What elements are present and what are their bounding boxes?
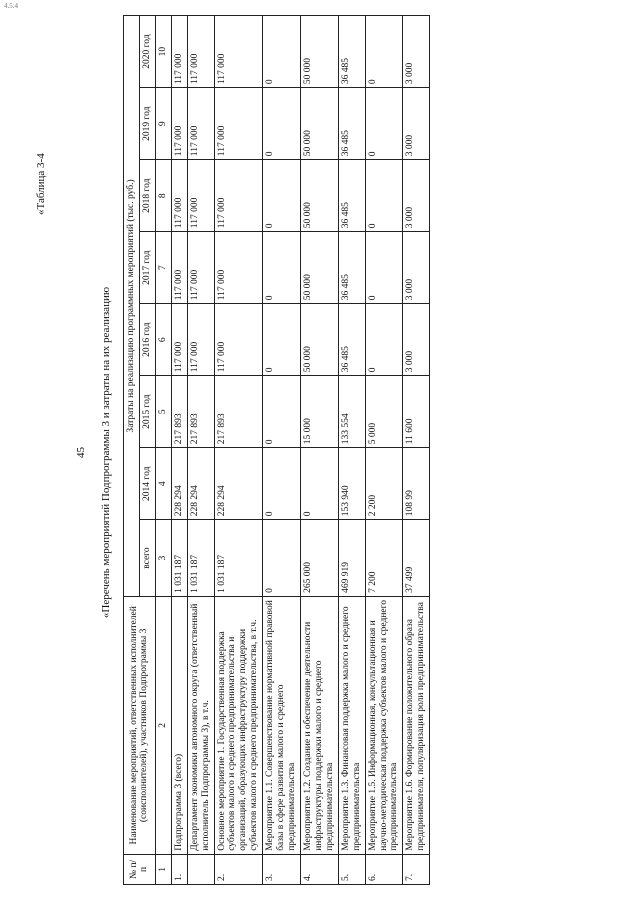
- header-total: всего: [139, 520, 155, 597]
- row-total-value: 1 031 187: [187, 520, 214, 597]
- row-year-value: 117 000: [171, 16, 187, 88]
- row-year-value: 0: [300, 448, 338, 520]
- row-number: 7.: [403, 854, 430, 884]
- row-year-value: 0: [263, 448, 301, 520]
- header-year: 2018 год: [139, 160, 155, 232]
- table-row: [171, 16, 187, 885]
- measures-table: [123, 15, 430, 885]
- row-year-value: 217 893: [214, 376, 263, 448]
- table-row: [300, 16, 338, 885]
- column-index: 1: [155, 854, 171, 884]
- row-year-value: 36 485: [338, 160, 365, 232]
- row-year-value: 0: [365, 304, 403, 376]
- column-index: 4: [155, 448, 171, 520]
- row-year-value: 3 000: [403, 304, 430, 376]
- row-number: [187, 854, 214, 884]
- row-year-value: 15 000: [300, 376, 338, 448]
- page-number: 45: [75, 447, 87, 458]
- row-name: Подпрограмма 3 (всего): [171, 596, 187, 854]
- row-name: Основное мероприятие 1. Государственная поддержка субъектов малого и среднего предпринимательства и организаций, образующих инфраструктуру поддержки субъектов малого и среднего предпринимательства, в т.ч.: [214, 596, 263, 854]
- row-year-value: 0: [365, 88, 403, 160]
- row-year-value: 0: [365, 160, 403, 232]
- row-name: Мероприятие 1.3. Финансовая поддержка малого и среднего предпринимательства: [338, 596, 365, 854]
- table-row: [263, 16, 301, 885]
- row-total-value: 265 000: [300, 520, 338, 597]
- column-index: 3: [155, 520, 171, 597]
- row-year-value: 117 000: [171, 88, 187, 160]
- row-total-value: 1 031 187: [214, 520, 263, 597]
- row-year-value: 153 940: [338, 448, 365, 520]
- row-year-value: 117 000: [187, 160, 214, 232]
- row-number: 6.: [365, 854, 403, 884]
- header-expenses: Затраты на реализацию программных мероприятий (тыс. руб.): [124, 16, 140, 597]
- row-total-value: 1 031 187: [171, 520, 187, 597]
- row-year-value: 36 485: [338, 16, 365, 88]
- row-year-value: 50 000: [300, 16, 338, 88]
- row-year-value: 36 485: [338, 88, 365, 160]
- row-year-value: 0: [263, 160, 301, 232]
- row-number: 5.: [338, 854, 365, 884]
- row-year-value: 117 000: [187, 232, 214, 304]
- row-year-value: 117 000: [214, 304, 263, 376]
- row-year-value: 0: [263, 304, 301, 376]
- row-year-value: 11 600: [403, 376, 430, 448]
- row-number: 2.: [214, 854, 263, 884]
- row-year-value: 228 294: [171, 448, 187, 520]
- row-year-value: 117 000: [187, 304, 214, 376]
- row-year-value: 0: [263, 88, 301, 160]
- row-year-value: 0: [263, 232, 301, 304]
- row-year-value: 117 000: [214, 160, 263, 232]
- row-year-value: 117 000: [171, 304, 187, 376]
- row-year-value: 3 000: [403, 16, 430, 88]
- row-year-value: 117 000: [171, 160, 187, 232]
- row-number: 1.: [171, 854, 187, 884]
- row-name: Мероприятие 1.1. Совершенствование нормативной правовой базы в сфере развития малого и среднего предпринимательства: [263, 596, 301, 854]
- corner-mark: 4.5.4: [4, 2, 18, 10]
- row-year-value: 217 893: [171, 376, 187, 448]
- row-name: Мероприятие 1.5. Информационная, консультационная и научно-методическая поддержка субъектов малого и среднего предпринимательства: [365, 596, 403, 854]
- row-year-value: 50 000: [300, 160, 338, 232]
- column-index: 6: [155, 304, 171, 376]
- row-year-value: 50 000: [300, 304, 338, 376]
- header-year: 2014 год: [139, 448, 155, 520]
- row-year-value: 3 000: [403, 160, 430, 232]
- row-year-value: 36 485: [338, 304, 365, 376]
- table-row: [214, 16, 263, 885]
- header-year: 2016 год: [139, 304, 155, 376]
- row-year-value: 2 200: [365, 448, 403, 520]
- row-total-value: 469 919: [338, 520, 365, 597]
- table-row: [403, 16, 430, 885]
- row-year-value: 117 000: [187, 16, 214, 88]
- row-year-value: 3 000: [403, 88, 430, 160]
- row-year-value: 228 294: [187, 448, 214, 520]
- row-year-value: 117 000: [214, 232, 263, 304]
- header-year: 2020 год: [139, 16, 155, 88]
- header-year: 2017 год: [139, 232, 155, 304]
- row-year-value: 117 000: [187, 88, 214, 160]
- header-name: Наименование мероприятий, ответственных исполнителей (соисполнителей), участников Подпрограммы 3: [124, 596, 156, 854]
- row-year-value: 5 000: [365, 376, 403, 448]
- row-year-value: 50 000: [300, 88, 338, 160]
- table-title: «Перечень мероприятий Подпрограммы 3 и затраты на их реализацию: [100, 286, 112, 619]
- row-year-value: 108 99: [403, 448, 430, 520]
- row-year-value: 50 000: [300, 232, 338, 304]
- row-year-value: 117 000: [214, 16, 263, 88]
- header-no: № п/п: [124, 854, 156, 884]
- row-year-value: 117 000: [171, 232, 187, 304]
- table-row: [365, 16, 403, 885]
- index-row: [155, 16, 171, 885]
- row-year-value: 0: [365, 232, 403, 304]
- column-index: 8: [155, 160, 171, 232]
- column-index: 2: [155, 596, 171, 854]
- row-name: Мероприятие 1.2. Создание и обеспечение деятельности инфраструктуры поддержки малого и среднего предпринимательства: [300, 596, 338, 854]
- row-number: 3.: [263, 854, 301, 884]
- header-row-1: [124, 16, 140, 885]
- row-number: 4.: [300, 854, 338, 884]
- row-year-value: 3 000: [403, 232, 430, 304]
- column-index: 7: [155, 232, 171, 304]
- row-year-value: 0: [263, 16, 301, 88]
- row-year-value: 117 000: [214, 88, 263, 160]
- row-year-value: 0: [365, 16, 403, 88]
- table-caption: «Таблица 3-4: [35, 153, 47, 215]
- row-total-value: 37 499: [403, 520, 430, 597]
- row-year-value: 0: [263, 376, 301, 448]
- table-row: [338, 16, 365, 885]
- row-year-value: 36 485: [338, 232, 365, 304]
- row-name: Департамент экономики автономного округа (ответственный исполнитель Подпрограммы 3), в т.ч.: [187, 596, 214, 854]
- column-index: 9: [155, 88, 171, 160]
- row-total-value: 7 200: [365, 520, 403, 597]
- column-index: 10: [155, 16, 171, 88]
- row-year-value: 133 554: [338, 376, 365, 448]
- table-row: [187, 16, 214, 885]
- row-year-value: 228 294: [214, 448, 263, 520]
- row-total-value: 0: [263, 520, 301, 597]
- row-name: Мероприятие 1.6. Формирование положительного образа предпринимателя, популяризация роли предпринимательства: [403, 596, 430, 854]
- header-year: 2019 год: [139, 88, 155, 160]
- table-body: [171, 16, 429, 885]
- row-year-value: 217 893: [187, 376, 214, 448]
- header-year: 2015 год: [139, 376, 155, 448]
- column-index: 5: [155, 376, 171, 448]
